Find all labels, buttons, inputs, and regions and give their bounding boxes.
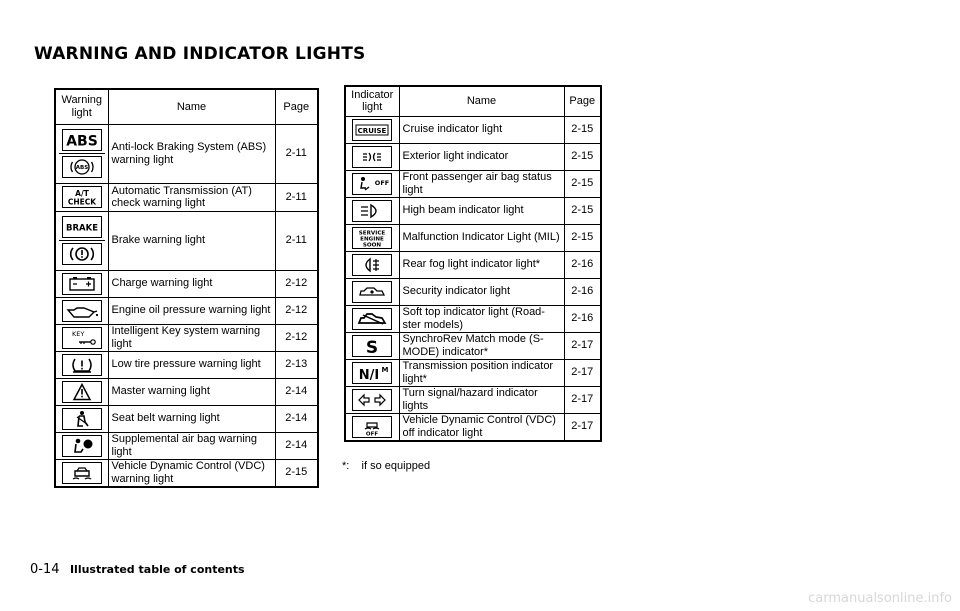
air-bag-icon: [62, 435, 102, 457]
light-name: Engine oil pressure warning light: [108, 297, 275, 324]
rear-fog-icon: [352, 254, 392, 276]
page-reference: 2-14: [275, 405, 318, 432]
abs-circle-icon: [62, 156, 102, 178]
table-row: [55, 351, 318, 378]
vdc-off-icon: [352, 416, 392, 438]
svg-text:ABS: ABS: [65, 133, 98, 150]
icon-cell: [55, 459, 108, 487]
footer-section-title: Illustrated table of contents: [69, 563, 245, 576]
light-name: Intelligent Key system warning light: [108, 324, 275, 351]
svg-text:SERVICE: SERVICE: [359, 230, 386, 236]
light-name: SynchroRev Match mode (S-MODE) indicator*: [399, 332, 564, 359]
table-row: [345, 143, 601, 170]
name-column-header: Name: [399, 86, 564, 116]
table-row: [55, 432, 318, 459]
light-name: Supplemental air bag warning light: [108, 432, 275, 459]
table-row: [345, 170, 601, 197]
page-reference: 2-13: [275, 351, 318, 378]
svg-text:ENGINE: ENGINE: [360, 236, 385, 242]
svg-text:SOON: SOON: [363, 242, 382, 248]
svg-text:BRAKE: BRAKE: [65, 223, 98, 234]
page-reference: 2-15: [275, 459, 318, 487]
exterior-light-icon: [352, 146, 392, 168]
key-icon: [62, 327, 102, 349]
icon-cell: [345, 170, 399, 197]
table-row: [55, 124, 318, 183]
brake-text-icon: [62, 216, 102, 238]
svg-text:CHECK: CHECK: [67, 197, 96, 207]
table-row: [55, 324, 318, 351]
table-row: [345, 116, 601, 143]
svg-text:N/I: N/I: [359, 367, 380, 383]
icon-cell: [55, 211, 108, 270]
icon-cell: [55, 183, 108, 211]
page-reference: 2-11: [275, 211, 318, 270]
cruise-icon: [352, 119, 392, 141]
table-row: [345, 332, 601, 359]
page-reference: 2-14: [275, 432, 318, 459]
brake-circle-icon: [62, 243, 102, 265]
light-name: Security indicator light: [399, 278, 564, 305]
icon-cell: [345, 413, 399, 441]
light-name: Automatic Transmission (AT) check warning light: [108, 183, 275, 211]
light-name: Low tire pressure warning light: [108, 351, 275, 378]
light-name: Brake warning light: [108, 211, 275, 270]
page-footer: [30, 560, 245, 578]
battery-icon: [62, 273, 102, 295]
page-reference: 2-11: [275, 183, 318, 211]
icon-cell: [55, 124, 108, 183]
passenger-airbag-off-icon: [352, 173, 392, 195]
oil-can-icon: [62, 300, 102, 322]
page-reference: 2-15: [564, 170, 601, 197]
icon-cell: [55, 324, 108, 351]
icon-cell: [345, 224, 399, 251]
page-column-header: Page: [275, 89, 318, 124]
name-column-header: Name: [108, 89, 275, 124]
svg-text:ABS: ABS: [75, 165, 88, 172]
page-reference: 2-12: [275, 297, 318, 324]
table-row: [345, 386, 601, 413]
light-name: Transmission position indicator light*: [399, 359, 564, 386]
light-name: Cruise indicator light: [399, 116, 564, 143]
svg-text:OFF: OFF: [375, 178, 390, 187]
table-row: [345, 413, 601, 441]
light-name: Charge warning light: [108, 270, 275, 297]
page-reference: 2-12: [275, 270, 318, 297]
svg-text:CRUISE: CRUISE: [357, 126, 387, 135]
light-name: Exterior light indicator: [399, 143, 564, 170]
page-reference: 2-15: [564, 116, 601, 143]
vdc-icon: [62, 462, 102, 484]
svg-text:S: S: [366, 337, 379, 356]
light-name: Soft top indicator light (Road-ster models): [399, 305, 564, 332]
icon-cell: [345, 305, 399, 332]
page-reference: 2-17: [564, 359, 601, 386]
page-reference: 2-15: [564, 197, 601, 224]
table-row: [55, 405, 318, 432]
table-row: [55, 297, 318, 324]
light-name: Rear fog light indicator light*: [399, 251, 564, 278]
watermark: carmanualsonline.info: [808, 591, 952, 606]
page-reference: 2-16: [564, 251, 601, 278]
icon-cell: [55, 351, 108, 378]
light-name: Vehicle Dynamic Control (VDC) off indicator light: [399, 413, 564, 441]
light-name: High beam indicator light: [399, 197, 564, 224]
light-name: Turn signal/hazard indicator lights: [399, 386, 564, 413]
icon-cell: [345, 143, 399, 170]
page-reference: 2-11: [275, 124, 318, 183]
icon-cell: [345, 359, 399, 386]
icon-cell: [345, 251, 399, 278]
turn-signal-icon: [352, 389, 392, 411]
icon-cell: [55, 378, 108, 405]
abs-text-icon: [62, 129, 102, 151]
table-row: [55, 378, 318, 405]
security-car-icon: [352, 281, 392, 303]
svg-text:KEY: KEY: [71, 329, 85, 338]
table-row: [345, 251, 601, 278]
icon-cell: [345, 116, 399, 143]
page-reference: 2-16: [564, 278, 601, 305]
table-row: [55, 183, 318, 211]
table-row: [345, 197, 601, 224]
table-row: [55, 270, 318, 297]
page-reference: 2-17: [564, 386, 601, 413]
warning-light-column-header: Warning light: [55, 89, 108, 124]
light-name: Malfunction Indicator Light (MIL): [399, 224, 564, 251]
soft-top-icon: [352, 308, 392, 330]
page-reference: 2-17: [564, 332, 601, 359]
light-name: Front passenger air bag status light: [399, 170, 564, 197]
warning-light-table: [54, 88, 319, 488]
table-row: [345, 359, 601, 386]
page-reference: 2-16: [564, 305, 601, 332]
master-warning-icon: [62, 381, 102, 403]
tire-pressure-icon: [62, 354, 102, 376]
light-name: Anti-lock Braking System (ABS) warning light: [108, 124, 275, 183]
table-row: [345, 305, 601, 332]
light-name: Seat belt warning light: [108, 405, 275, 432]
icon-cell: [345, 332, 399, 359]
icon-cell: [345, 278, 399, 305]
page-column-header: Page: [564, 86, 601, 116]
icon-cell: [345, 197, 399, 224]
page-reference: 2-15: [564, 224, 601, 251]
service-engine-soon-icon: [352, 227, 392, 249]
svg-text:A/T: A/T: [74, 189, 89, 198]
page-reference: 2-17: [564, 413, 601, 441]
transmission-position-icon: [352, 362, 392, 384]
icon-cell: [55, 432, 108, 459]
icon-cell: [55, 270, 108, 297]
high-beam-icon: [352, 200, 392, 222]
icon-cell: [345, 386, 399, 413]
s-mode-icon: [352, 335, 392, 357]
page-reference: 2-12: [275, 324, 318, 351]
footnote: *: if so equipped: [342, 460, 431, 472]
page-number: 0-14: [30, 562, 60, 577]
at-check-icon: [62, 186, 102, 208]
svg-text:M: M: [381, 365, 389, 374]
indicator-light-table: [344, 85, 602, 442]
table-row: [345, 224, 601, 251]
table-row: [55, 459, 318, 487]
icon-cell: [55, 405, 108, 432]
icon-cell: [55, 297, 108, 324]
light-name: Vehicle Dynamic Control (VDC) warning light: [108, 459, 275, 487]
svg-text:OFF: OFF: [366, 431, 379, 437]
table-row: [55, 211, 318, 270]
section-title: WARNING AND INDICATOR LIGHTS: [34, 44, 366, 64]
page-reference: 2-15: [564, 143, 601, 170]
seat-belt-icon: [62, 408, 102, 430]
table-row: [345, 278, 601, 305]
light-name: Master warning light: [108, 378, 275, 405]
indicator-light-column-header: Indicator light: [345, 86, 399, 116]
page-reference: 2-14: [275, 378, 318, 405]
